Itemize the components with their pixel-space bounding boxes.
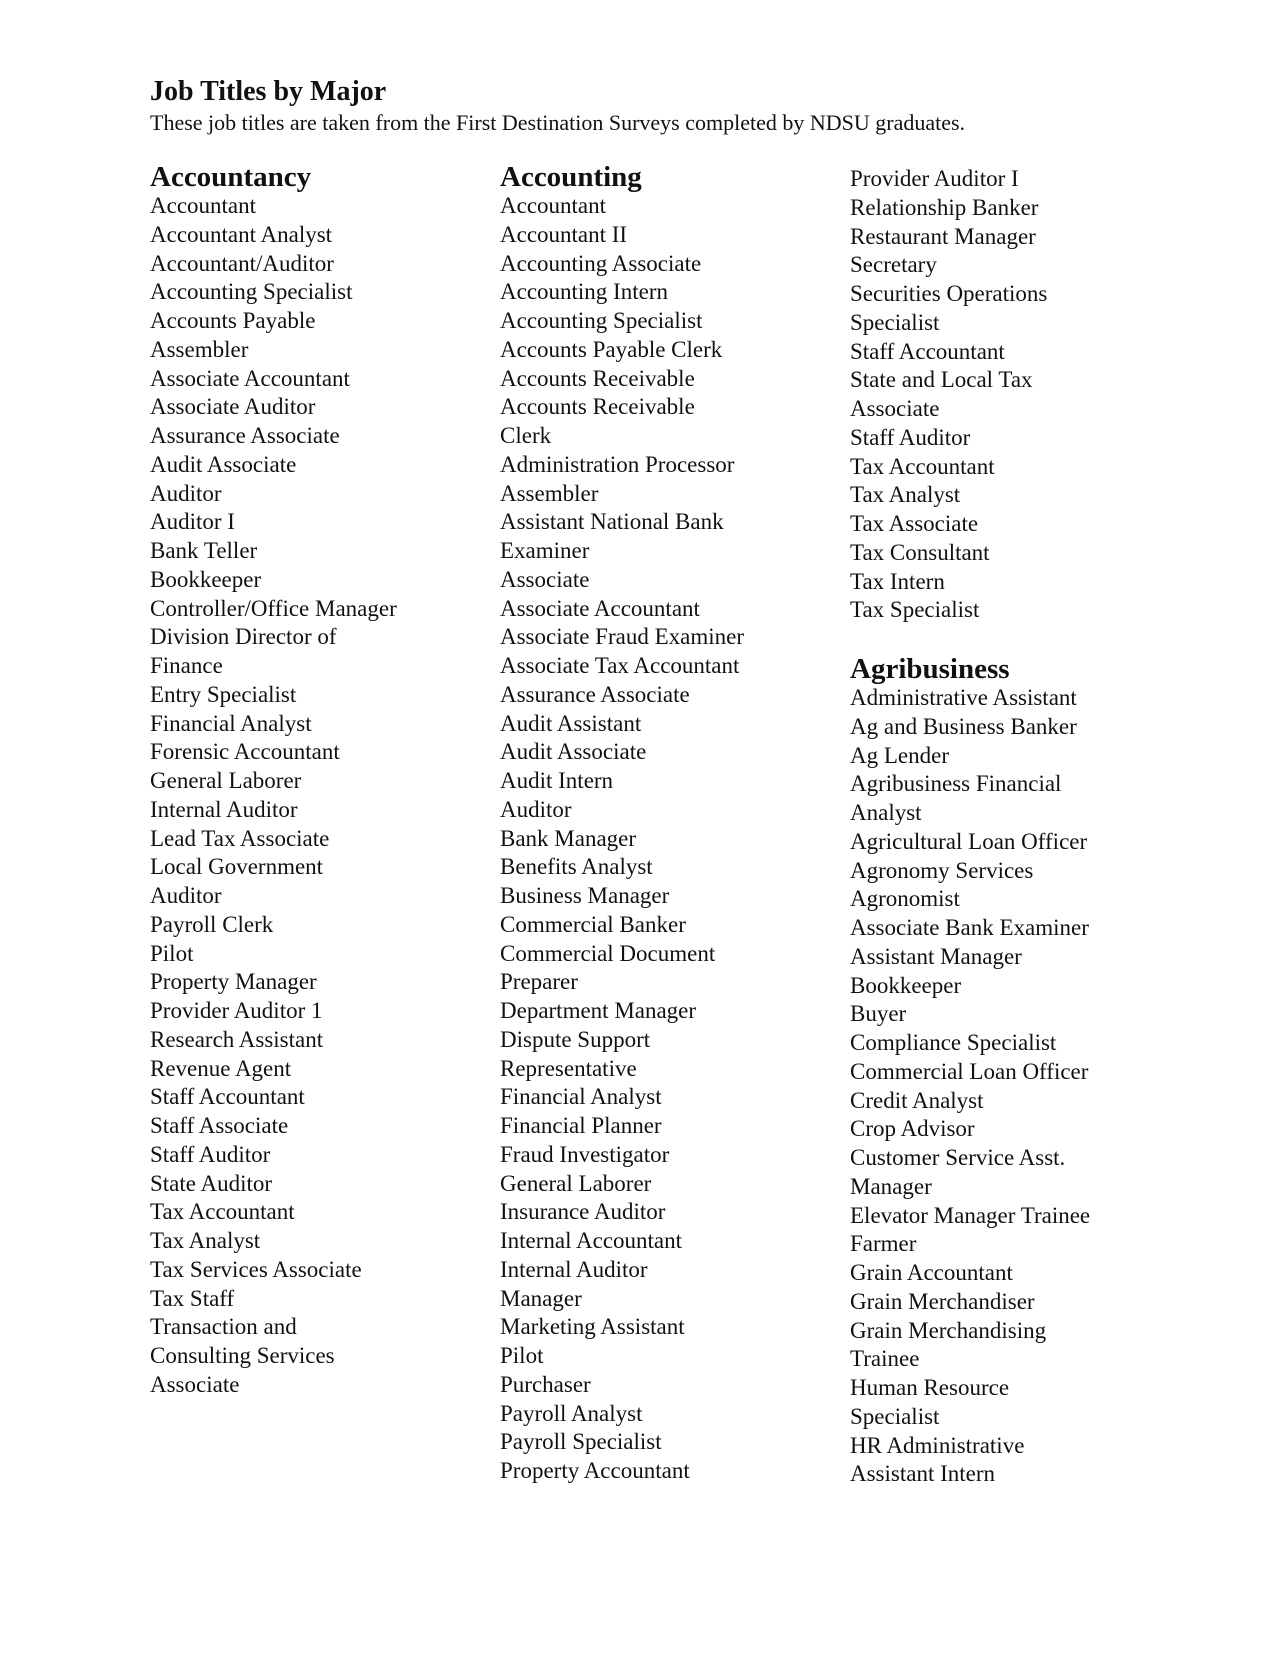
column-accounting-continued-agribusiness — [850, 165, 1190, 1489]
job-title-list-agribusiness — [850, 684, 1190, 1489]
job-title-item: Relationship Banker — [850, 194, 1039, 220]
job-title-item: Restaurant Manager — [850, 223, 1036, 249]
job-title-item: Assistant Manager — [850, 943, 1022, 969]
job-title-item: Tax Services Associate — [150, 1256, 362, 1282]
job-title-item: Tax Analyst — [150, 1228, 261, 1253]
job-title-item: Marketing Assistant — [500, 1314, 685, 1340]
job-title-item: Specialist — [850, 309, 940, 335]
job-title-item: Assurance Associate — [150, 423, 340, 448]
job-title-item: Staff Associate — [150, 1113, 289, 1138]
job-title-item: Associate Accountant — [150, 365, 350, 391]
job-title-item: Analyst — [850, 800, 922, 825]
job-title-item: Staff Auditor — [850, 424, 971, 450]
job-title-item: Forensic Accountant — [150, 739, 340, 765]
job-title-item: Accounting Specialist — [500, 308, 703, 333]
job-title-item: Assembler — [150, 336, 249, 362]
job-title-item: Assistant Intern — [850, 1461, 996, 1487]
job-title-item: Secretary — [850, 252, 937, 278]
job-title-item: Examiner — [500, 538, 590, 563]
job-title-item: Accountant/Auditor — [150, 250, 334, 276]
job-title-item: Accountant — [150, 193, 257, 218]
job-title-item: Staff Accountant — [150, 1084, 305, 1110]
job-title-item: Crop Advisor — [850, 1116, 975, 1142]
job-title-item: Purchaser — [500, 1371, 591, 1397]
job-title-item: Associate Accountant — [500, 595, 700, 621]
job-title-item: Credit Analyst — [850, 1087, 984, 1113]
job-title-item: Internal Accountant — [500, 1228, 683, 1253]
job-title-item: Property Accountant — [500, 1458, 690, 1483]
job-title-item: Ag and Business Banker — [850, 713, 1077, 739]
job-title-item: Financial Analyst — [150, 710, 312, 736]
job-title-item: Business Manager — [500, 883, 670, 908]
job-title-item: Entry Specialist — [150, 681, 297, 707]
job-title-item: Assistant National Bank — [500, 509, 724, 535]
job-title-item: Associate Tax Accountant — [500, 653, 740, 678]
job-title-item: Transaction and — [150, 1314, 297, 1340]
job-title-item: Payroll Specialist — [500, 1429, 662, 1455]
job-title-item: Accountant Analyst — [150, 221, 333, 247]
job-title-item: Elevator Manager Trainee — [850, 1202, 1091, 1228]
job-title-item: Commercial Banker — [500, 911, 686, 937]
job-title-item: Tax Specialist — [850, 597, 980, 623]
job-title-item: Internal Auditor — [500, 1256, 648, 1282]
job-title-item: Assembler — [500, 480, 599, 506]
job-title-item: Commercial Document — [500, 940, 716, 966]
job-title-item: Clerk — [500, 423, 552, 448]
job-title-item: Grain Accountant — [850, 1260, 1013, 1285]
job-title-list-accountancy — [150, 192, 490, 1400]
job-title-item: Audit Associate — [500, 739, 647, 765]
job-title-item: Lead Tax Associate — [150, 825, 330, 851]
job-title-item: Tax Staff — [150, 1285, 235, 1311]
job-title-item: Provider Auditor 1 — [150, 998, 323, 1023]
job-title-item: Bank Manager — [500, 825, 637, 851]
job-title-item: Associate Auditor — [150, 394, 316, 420]
section-heading-agribusiness: Agribusiness — [850, 653, 1010, 685]
job-title-item: Accounts Payable — [150, 308, 316, 333]
job-title-item: Accountant — [500, 193, 607, 218]
job-title-item: Internal Auditor — [150, 796, 298, 822]
job-title-item: General Laborer — [150, 768, 302, 793]
job-title-item: Associate — [150, 1371, 240, 1397]
job-title-item: Agricultural Loan Officer — [850, 828, 1088, 854]
job-title-item: Associate — [500, 566, 590, 592]
job-title-item: Staff Auditor — [150, 1141, 271, 1167]
job-title-item: Staff Accountant — [850, 338, 1005, 364]
job-title-item: Human Resource — [850, 1375, 1010, 1400]
job-title-item: Agronomist — [850, 886, 960, 912]
job-title-item: Trainee — [850, 1346, 920, 1372]
job-title-item: Auditor — [500, 796, 572, 822]
job-title-item: Associate Bank Examiner — [850, 915, 1089, 940]
section-heading-accounting: Accounting — [500, 161, 642, 193]
job-title-item: Tax Associate — [850, 511, 979, 536]
job-title-item: Buyer — [850, 1001, 907, 1027]
job-title-item: Accounts Receivable — [500, 365, 695, 391]
job-title-item: Payroll Analyst — [500, 1400, 643, 1426]
page-title: Job Titles by Major — [150, 76, 387, 107]
job-title-item: Securities Operations — [850, 281, 1048, 306]
job-title-item: Auditor — [150, 883, 222, 908]
job-title-item: Provider Auditor I — [850, 166, 1019, 191]
job-title-item: Tax Consultant — [850, 539, 990, 565]
job-title-item: Dispute Support — [500, 1026, 651, 1052]
job-title-item: Property Manager — [150, 969, 317, 995]
job-title-item: Department Manager — [500, 998, 697, 1023]
job-title-list-accounting-continued — [850, 165, 1190, 625]
job-title-item: Associate Fraud Examiner — [500, 624, 744, 650]
job-title-item: Accountant II — [500, 221, 628, 247]
job-title-item: Compliance Specialist — [850, 1030, 1057, 1055]
job-title-item: Audit Associate — [150, 451, 297, 477]
column-accountancy — [150, 162, 490, 1400]
job-title-item: Division Director of — [150, 624, 337, 650]
job-title-item: Tax Accountant — [850, 453, 995, 479]
job-title-item: Bookkeeper — [850, 972, 962, 998]
job-title-item: Controller/Office Manager — [150, 595, 397, 621]
job-title-item: Agribusiness Financial — [850, 771, 1062, 797]
job-title-item: Grain Merchandiser — [850, 1288, 1035, 1314]
job-title-item: Audit Assistant — [500, 710, 642, 736]
job-title-item: Ag Lender — [850, 742, 949, 768]
job-title-item: Tax Accountant — [150, 1199, 295, 1225]
job-title-item: Representative — [500, 1055, 637, 1081]
job-title-item: Manager — [500, 1285, 582, 1311]
job-title-item: Auditor I — [150, 509, 235, 535]
job-title-item: Bank Teller — [150, 538, 258, 563]
job-title-item: Accounts Payable Clerk — [500, 336, 723, 362]
job-title-item: Pilot — [500, 1343, 544, 1368]
job-title-item: General Laborer — [500, 1170, 652, 1196]
job-title-item: Preparer — [500, 969, 578, 995]
job-title-item: Insurance Auditor — [500, 1199, 666, 1225]
job-title-item: Accounting Intern — [500, 279, 668, 305]
job-title-item: Consulting Services — [150, 1343, 335, 1368]
job-title-item: Associate — [850, 396, 940, 421]
job-title-item: Customer Service Asst. — [850, 1145, 1066, 1170]
job-title-item: Benefits Analyst — [500, 854, 653, 880]
job-title-item: Fraud Investigator — [500, 1141, 670, 1167]
job-title-item: Agronomy Services — [850, 857, 1034, 883]
job-title-item: Manager — [850, 1173, 932, 1199]
job-title-item: Tax Intern — [850, 568, 945, 594]
job-title-item: Specialist — [850, 1403, 940, 1429]
job-title-item: Accounting Associate — [500, 250, 702, 276]
job-title-item: Pilot — [150, 940, 194, 966]
job-title-item: Local Government — [150, 854, 324, 880]
job-title-item: Auditor — [150, 480, 222, 506]
page-subtitle: These job titles are taken from the First Destination Surveys completed by NDSU graduates. — [150, 110, 966, 135]
job-title-item: Payroll Clerk — [150, 911, 274, 937]
job-title-item: State Auditor — [150, 1170, 273, 1196]
job-title-item: Accounts Receivable — [500, 394, 695, 420]
job-title-item: Farmer — [850, 1231, 917, 1257]
section-heading-accountancy: Accountancy — [150, 161, 312, 193]
job-title-item: Assurance Associate — [500, 681, 690, 707]
job-title-item: Administration Processor — [500, 451, 735, 477]
job-title-item: Accounting Specialist — [150, 279, 353, 305]
job-title-item: Audit Intern — [500, 768, 614, 793]
job-title-item: State and Local Tax — [850, 367, 1033, 393]
job-title-item: Financial Planner — [500, 1113, 662, 1138]
job-title-item: Finance — [150, 653, 223, 678]
job-title-item: Bookkeeper — [150, 566, 262, 592]
job-title-item: Tax Analyst — [850, 482, 961, 508]
job-title-item: Revenue Agent — [150, 1055, 292, 1081]
job-title-item: Grain Merchandising — [850, 1317, 1047, 1343]
job-title-list-accounting — [500, 192, 840, 1486]
job-title-item: Research Assistant — [150, 1026, 324, 1052]
job-title-item: Administrative Assistant — [850, 685, 1077, 710]
column-accounting — [500, 162, 840, 1486]
job-title-item: Commercial Loan Officer — [850, 1058, 1089, 1084]
job-title-item: HR Administrative — [850, 1432, 1025, 1458]
job-title-item: Financial Analyst — [500, 1084, 662, 1110]
